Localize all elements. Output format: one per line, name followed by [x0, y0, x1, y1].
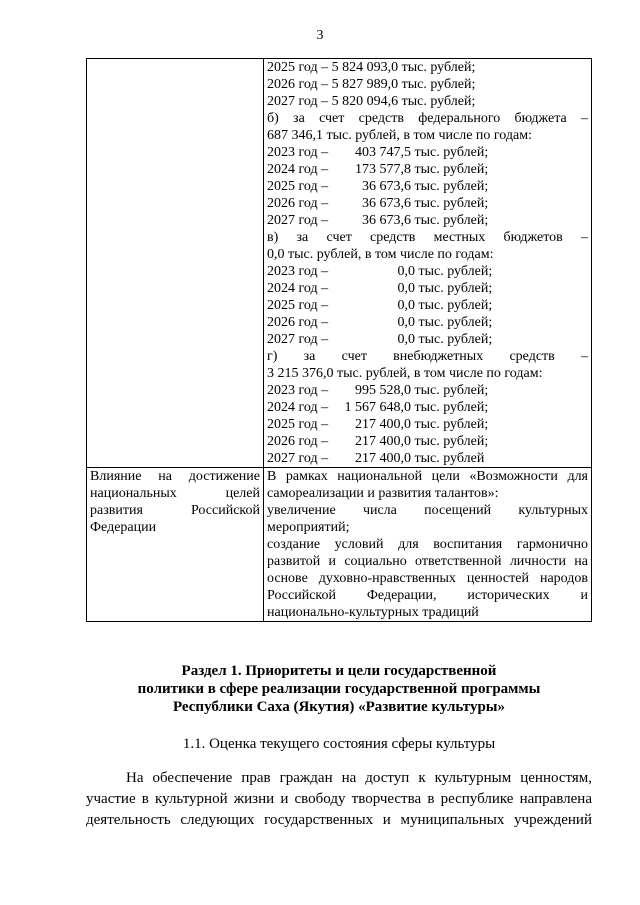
- influence-text-line: национально-культурных традиций: [267, 605, 479, 620]
- influence-label-line: развития Российской: [90, 503, 260, 518]
- financing-line: 2027 год – 36 673,6 тыс. рублей;: [267, 213, 489, 228]
- financing-line: 2025 год – 5 824 093,0 тыс. рублей;: [267, 60, 476, 75]
- section-heading-line: Республики Саха (Якутия) «Развитие культуры»: [172, 699, 506, 715]
- financing-line: 2025 год – 36 673,6 тыс. рублей;: [267, 179, 489, 194]
- financing-line: 2026 год – 36 673,6 тыс. рублей;: [267, 196, 489, 211]
- financing-line: 2023 год – 995 528,0 тыс. рублей;: [267, 383, 489, 398]
- local-total: 0,0 тыс. рублей, в том числе по годам:: [267, 247, 494, 262]
- influence-text-line: самореализации и развития талантов»:: [267, 486, 499, 501]
- influence-text-line: мероприятий;: [267, 520, 350, 535]
- financing-line: 2024 год – 173 577,8 тыс. рублей;: [267, 162, 489, 177]
- financing-line: 2023 год – 0,0 тыс. рублей;: [267, 264, 493, 279]
- influence-text-line: основе духовно-нравственных ценностей народов: [267, 571, 588, 586]
- financing-line: 2026 год – 5 827 989,0 тыс. рублей;: [267, 77, 476, 92]
- federal-total: 687 346,1 тыс. рублей, в том числе по годам:: [267, 128, 532, 143]
- financing-line: 2025 год – 0,0 тыс. рублей;: [267, 298, 493, 313]
- financing-line: 2023 год – 403 747,5 тыс. рублей;: [267, 145, 489, 160]
- body-paragraph: [86, 768, 592, 831]
- section-heading-line: политики в сфере реализации государственной программы: [137, 681, 541, 697]
- section-heading-line: Раздел 1. Приоритеты и цели государственной: [181, 663, 497, 679]
- page-number: 3: [316, 28, 324, 43]
- influence-text-line: развитой и социально ответственной личности на: [267, 554, 588, 569]
- extra-intro: г) за счет внебюджетных средств –: [267, 349, 588, 364]
- financing-line: 2025 год – 217 400,0 тыс. рублей;: [267, 417, 489, 432]
- financing-line: 2027 год – 5 820 094,6 тыс. рублей;: [267, 94, 476, 109]
- influence-text-line: создание условий для воспитания гармонично: [267, 537, 588, 552]
- subsection-heading: 1.1. Оценка текущего состояния сферы культуры: [182, 736, 496, 752]
- financing-line: 2026 год – 217 400,0 тыс. рублей;: [267, 434, 489, 449]
- influence-text-line: Российской Федерации, исторических и: [267, 588, 588, 603]
- influence-text-cell: [264, 468, 592, 622]
- table-row: [87, 468, 592, 622]
- section-heading: [86, 662, 592, 716]
- influence-label-line: Влияние на достижение: [90, 469, 260, 484]
- program-passport-table: [86, 58, 592, 622]
- financing-line: 2026 год – 0,0 тыс. рублей;: [267, 315, 493, 330]
- influence-label-cell: [87, 468, 264, 622]
- paragraph-line: На обеспечение прав граждан на доступ к культурным ценностям,: [126, 770, 592, 786]
- local-intro: в) за счет средств местных бюджетов –: [267, 230, 588, 245]
- paragraph-line: участие в культурной жизни и свободу творчества в республике направлена: [86, 791, 592, 807]
- financing-cell: [264, 59, 592, 468]
- table-cell-empty: [87, 59, 264, 468]
- financing-line: 2024 год – 1 567 648,0 тыс. рублей;: [267, 400, 489, 415]
- financing-line: 2027 год – 0,0 тыс. рублей;: [267, 332, 493, 347]
- financing-line: 2024 год – 0,0 тыс. рублей;: [267, 281, 493, 296]
- financing-line: 2027 год – 217 400,0 тыс. рублей: [267, 451, 485, 466]
- extra-total: 3 215 376,0 тыс. рублей, в том числе по годам:: [267, 366, 543, 381]
- influence-text-line: увеличение числа посещений культурных: [267, 503, 588, 518]
- table-row: [87, 59, 592, 468]
- influence-label-line: национальных целей: [90, 486, 260, 501]
- influence-label-line: Федерации: [90, 520, 157, 535]
- influence-text-line: В рамках национальной цели «Возможности для: [267, 469, 588, 484]
- paragraph-line: деятельность следующих государственных и муниципальных учреждений: [86, 812, 592, 828]
- federal-intro: б) за счет средств федерального бюджета –: [267, 111, 588, 126]
